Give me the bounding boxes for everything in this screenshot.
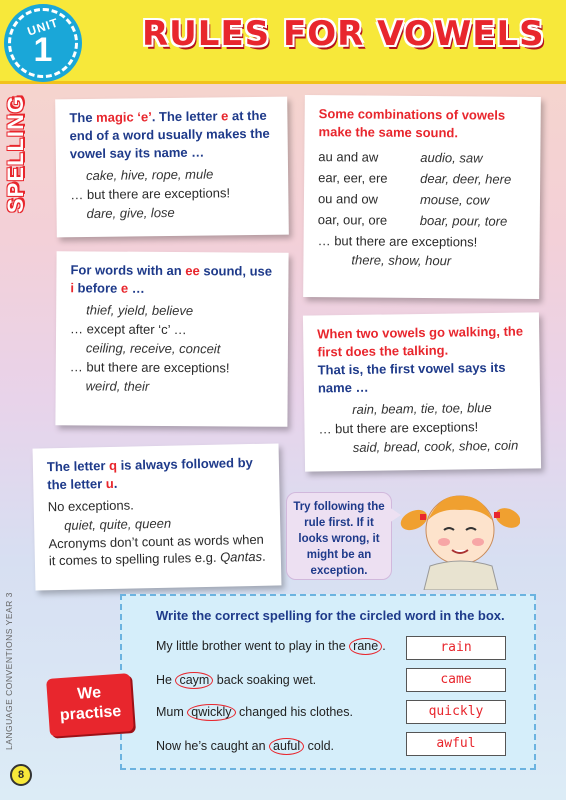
- unit-badge: [8, 8, 78, 78]
- exception-examples: weird, their: [85, 378, 150, 394]
- practice-sentence: He caym back soaking wet.: [156, 673, 317, 687]
- practice-sentence: My little brother went to play in the rane .: [156, 639, 386, 653]
- rule-card-two-vowels: [303, 312, 541, 471]
- page-header: [0, 0, 566, 84]
- practice-instruction: Write the correct spelling for the circled word in the box.: [156, 608, 505, 623]
- rule-card-magic-e: [55, 97, 289, 238]
- circled-word: caym: [175, 672, 213, 689]
- exception-examples: there, show, hour: [351, 252, 452, 269]
- exception-examples: said, bread, cook, shoe, coin: [352, 437, 519, 455]
- tip-bubble: Try following the rule first. If it looks wrong, it might be an exception.: [286, 492, 392, 580]
- rule-card-q-u: [33, 443, 282, 590]
- page-number: 8: [10, 764, 32, 786]
- rule-heading: Some combinations of vowels make the same sound.: [318, 106, 506, 141]
- circled-word: rane: [349, 638, 382, 655]
- answer-box[interactable]: rain: [406, 636, 506, 660]
- answer-box[interactable]: came: [406, 668, 506, 692]
- rule-examples: thief, yield, believe: [86, 302, 194, 319]
- combination-row: au and aw audio, saw: [318, 149, 483, 166]
- combination-row: ou and ow mouse, cow: [317, 191, 490, 208]
- unit-label: UNIT: [25, 15, 61, 39]
- practice-sentence: Now he’s caught an auful cold.: [156, 739, 335, 753]
- unit-number: 1: [33, 31, 53, 69]
- exceptions-label: … but there are exceptions!: [69, 359, 230, 376]
- rule-heading: The letter q is always followed by the letter u.: [46, 454, 253, 493]
- answer-box[interactable]: awful: [406, 732, 506, 756]
- series-label-text: LANGUAGE CONVENTIONS YEAR 3: [4, 592, 14, 750]
- badge-line-1: We: [76, 684, 102, 703]
- rule-heading: When two vowels go walking, the first does the talking.: [317, 323, 524, 360]
- page-title: RULES FOR VOWELS: [142, 14, 545, 54]
- badge-line-2: practise: [59, 702, 122, 725]
- exceptions-label: … but there are exceptions!: [317, 233, 478, 250]
- practice-exercise: [120, 594, 536, 770]
- circled-word: auful: [269, 738, 304, 755]
- exception-examples: dare, give, lose: [86, 204, 175, 222]
- rule-examples: quiet, quite, queen: [63, 515, 172, 533]
- exceptions-label: … but there are exceptions!: [318, 419, 479, 437]
- girl-illustration: [400, 480, 520, 590]
- except-label: … except after ‘c’ …: [70, 321, 187, 338]
- answer-box[interactable]: quickly: [406, 700, 506, 724]
- no-exceptions: No exceptions.: [47, 497, 134, 515]
- combination-row: ear, eer, ere dear, deer, here: [318, 170, 512, 187]
- combination-row: oar, our, ore boar, pour, tore: [317, 212, 508, 229]
- except-examples: ceiling, receive, conceit: [85, 340, 221, 357]
- acronyms-note: Acronyms don’t count as words when it comes to spelling rules e.g. Qantas.: [48, 531, 266, 569]
- circled-word: qwickly: [187, 704, 235, 721]
- series-label: [2, 592, 16, 750]
- rule-examples: cake, hive, rope, mule: [86, 166, 214, 184]
- rule-heading: The magic ‘e’. The letter e at the end of a word usually makes the vowel say its name …: [69, 107, 270, 162]
- rule-examples: rain, beam, tie, toe, blue: [352, 400, 492, 417]
- rule-card-i-before-e: [55, 251, 288, 427]
- section-label-text: SPELLING: [3, 94, 28, 213]
- rule-subheading: That is, the first vowel says its name …: [317, 359, 506, 396]
- exceptions-label: … but there are exceptions!: [70, 185, 231, 203]
- rule-card-combinations: [303, 95, 541, 299]
- we-practise-badge: [46, 673, 134, 737]
- practice-sentence: Mum qwickly changed his clothes.: [156, 705, 353, 719]
- rule-heading: For words with an ee sound, use i before e …: [70, 262, 273, 296]
- section-label: [3, 94, 28, 218]
